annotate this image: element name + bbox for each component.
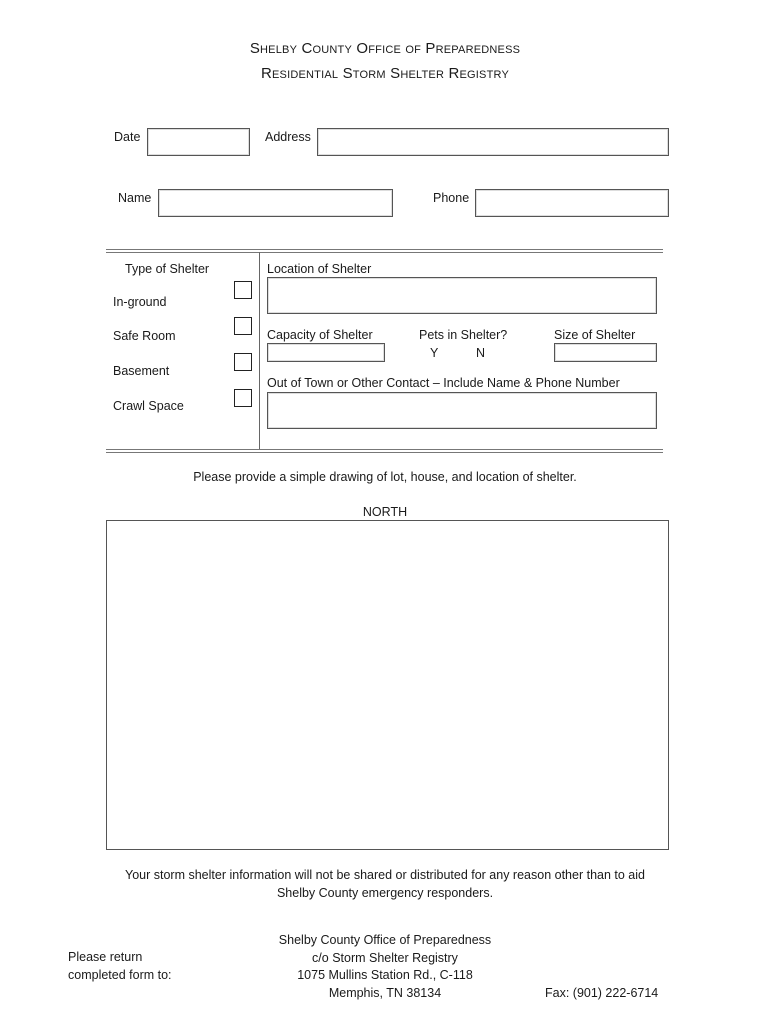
form-title-line2: Residential Storm Shelter Registry bbox=[260, 65, 509, 82]
type-crawlspace-label: Crawl Space bbox=[113, 399, 184, 413]
type-saferoom-label: Safe Room bbox=[113, 329, 176, 343]
size-field[interactable] bbox=[554, 343, 657, 362]
mailing-address-line3: 1075 Mullins Station Rd., C-118 bbox=[297, 968, 473, 982]
form-title-line1: Shelby County Office of Preparedness bbox=[249, 40, 521, 57]
phone-field[interactable] bbox=[475, 189, 669, 217]
date-field[interactable] bbox=[147, 128, 250, 156]
inground-checkbox[interactable] bbox=[234, 281, 252, 299]
mailing-address-line1: Shelby County Office of Preparedness bbox=[278, 933, 492, 947]
mailing-address-line4: Memphis, TN 38134 bbox=[328, 986, 442, 1000]
section-bottom-rule bbox=[106, 449, 663, 453]
contact-field[interactable] bbox=[267, 392, 657, 429]
drawing-area[interactable] bbox=[106, 520, 669, 850]
return-label-line2: completed form to: bbox=[68, 968, 172, 982]
name-label: Name bbox=[118, 191, 152, 205]
capacity-label: Capacity of Shelter bbox=[267, 328, 373, 342]
crawlspace-checkbox[interactable] bbox=[234, 389, 252, 407]
north-label: NORTH bbox=[362, 505, 408, 519]
mailing-address-line2: c/o Storm Shelter Registry bbox=[312, 951, 458, 965]
shelter-type-heading: Type of Shelter bbox=[125, 262, 210, 276]
type-inground-label: In-ground bbox=[113, 295, 167, 309]
basement-checkbox[interactable] bbox=[234, 353, 252, 371]
saferoom-checkbox[interactable] bbox=[234, 317, 252, 335]
name-field[interactable] bbox=[158, 189, 393, 217]
date-label: Date bbox=[114, 130, 141, 144]
location-label: Location of Shelter bbox=[267, 262, 372, 276]
address-label: Address bbox=[265, 130, 311, 144]
return-label-line1: Please return bbox=[68, 950, 143, 964]
contact-label: Out of Town or Other Contact – Include Name & Phone Number bbox=[267, 376, 620, 390]
fax-number: Fax: (901) 222-6714 bbox=[545, 986, 659, 1000]
type-basement-label: Basement bbox=[113, 364, 170, 378]
size-label: Size of Shelter bbox=[554, 328, 636, 342]
pets-no-option[interactable]: N bbox=[476, 346, 486, 360]
phone-label: Phone bbox=[433, 191, 470, 205]
privacy-line1: Your storm shelter information will not be shared or distributed for any reason other than to aid bbox=[125, 868, 645, 882]
capacity-field[interactable] bbox=[267, 343, 385, 362]
address-field[interactable] bbox=[317, 128, 669, 156]
section-divider bbox=[259, 252, 260, 450]
drawing-instruction: Please provide a simple drawing of lot, house, and location of shelter. bbox=[193, 470, 577, 484]
section-top-rule bbox=[106, 249, 663, 253]
privacy-line2: Shelby County emergency responders. bbox=[276, 886, 494, 900]
pets-label: Pets in Shelter? bbox=[419, 328, 508, 342]
pets-yes-option[interactable]: Y bbox=[430, 346, 439, 360]
location-field[interactable] bbox=[267, 277, 657, 314]
